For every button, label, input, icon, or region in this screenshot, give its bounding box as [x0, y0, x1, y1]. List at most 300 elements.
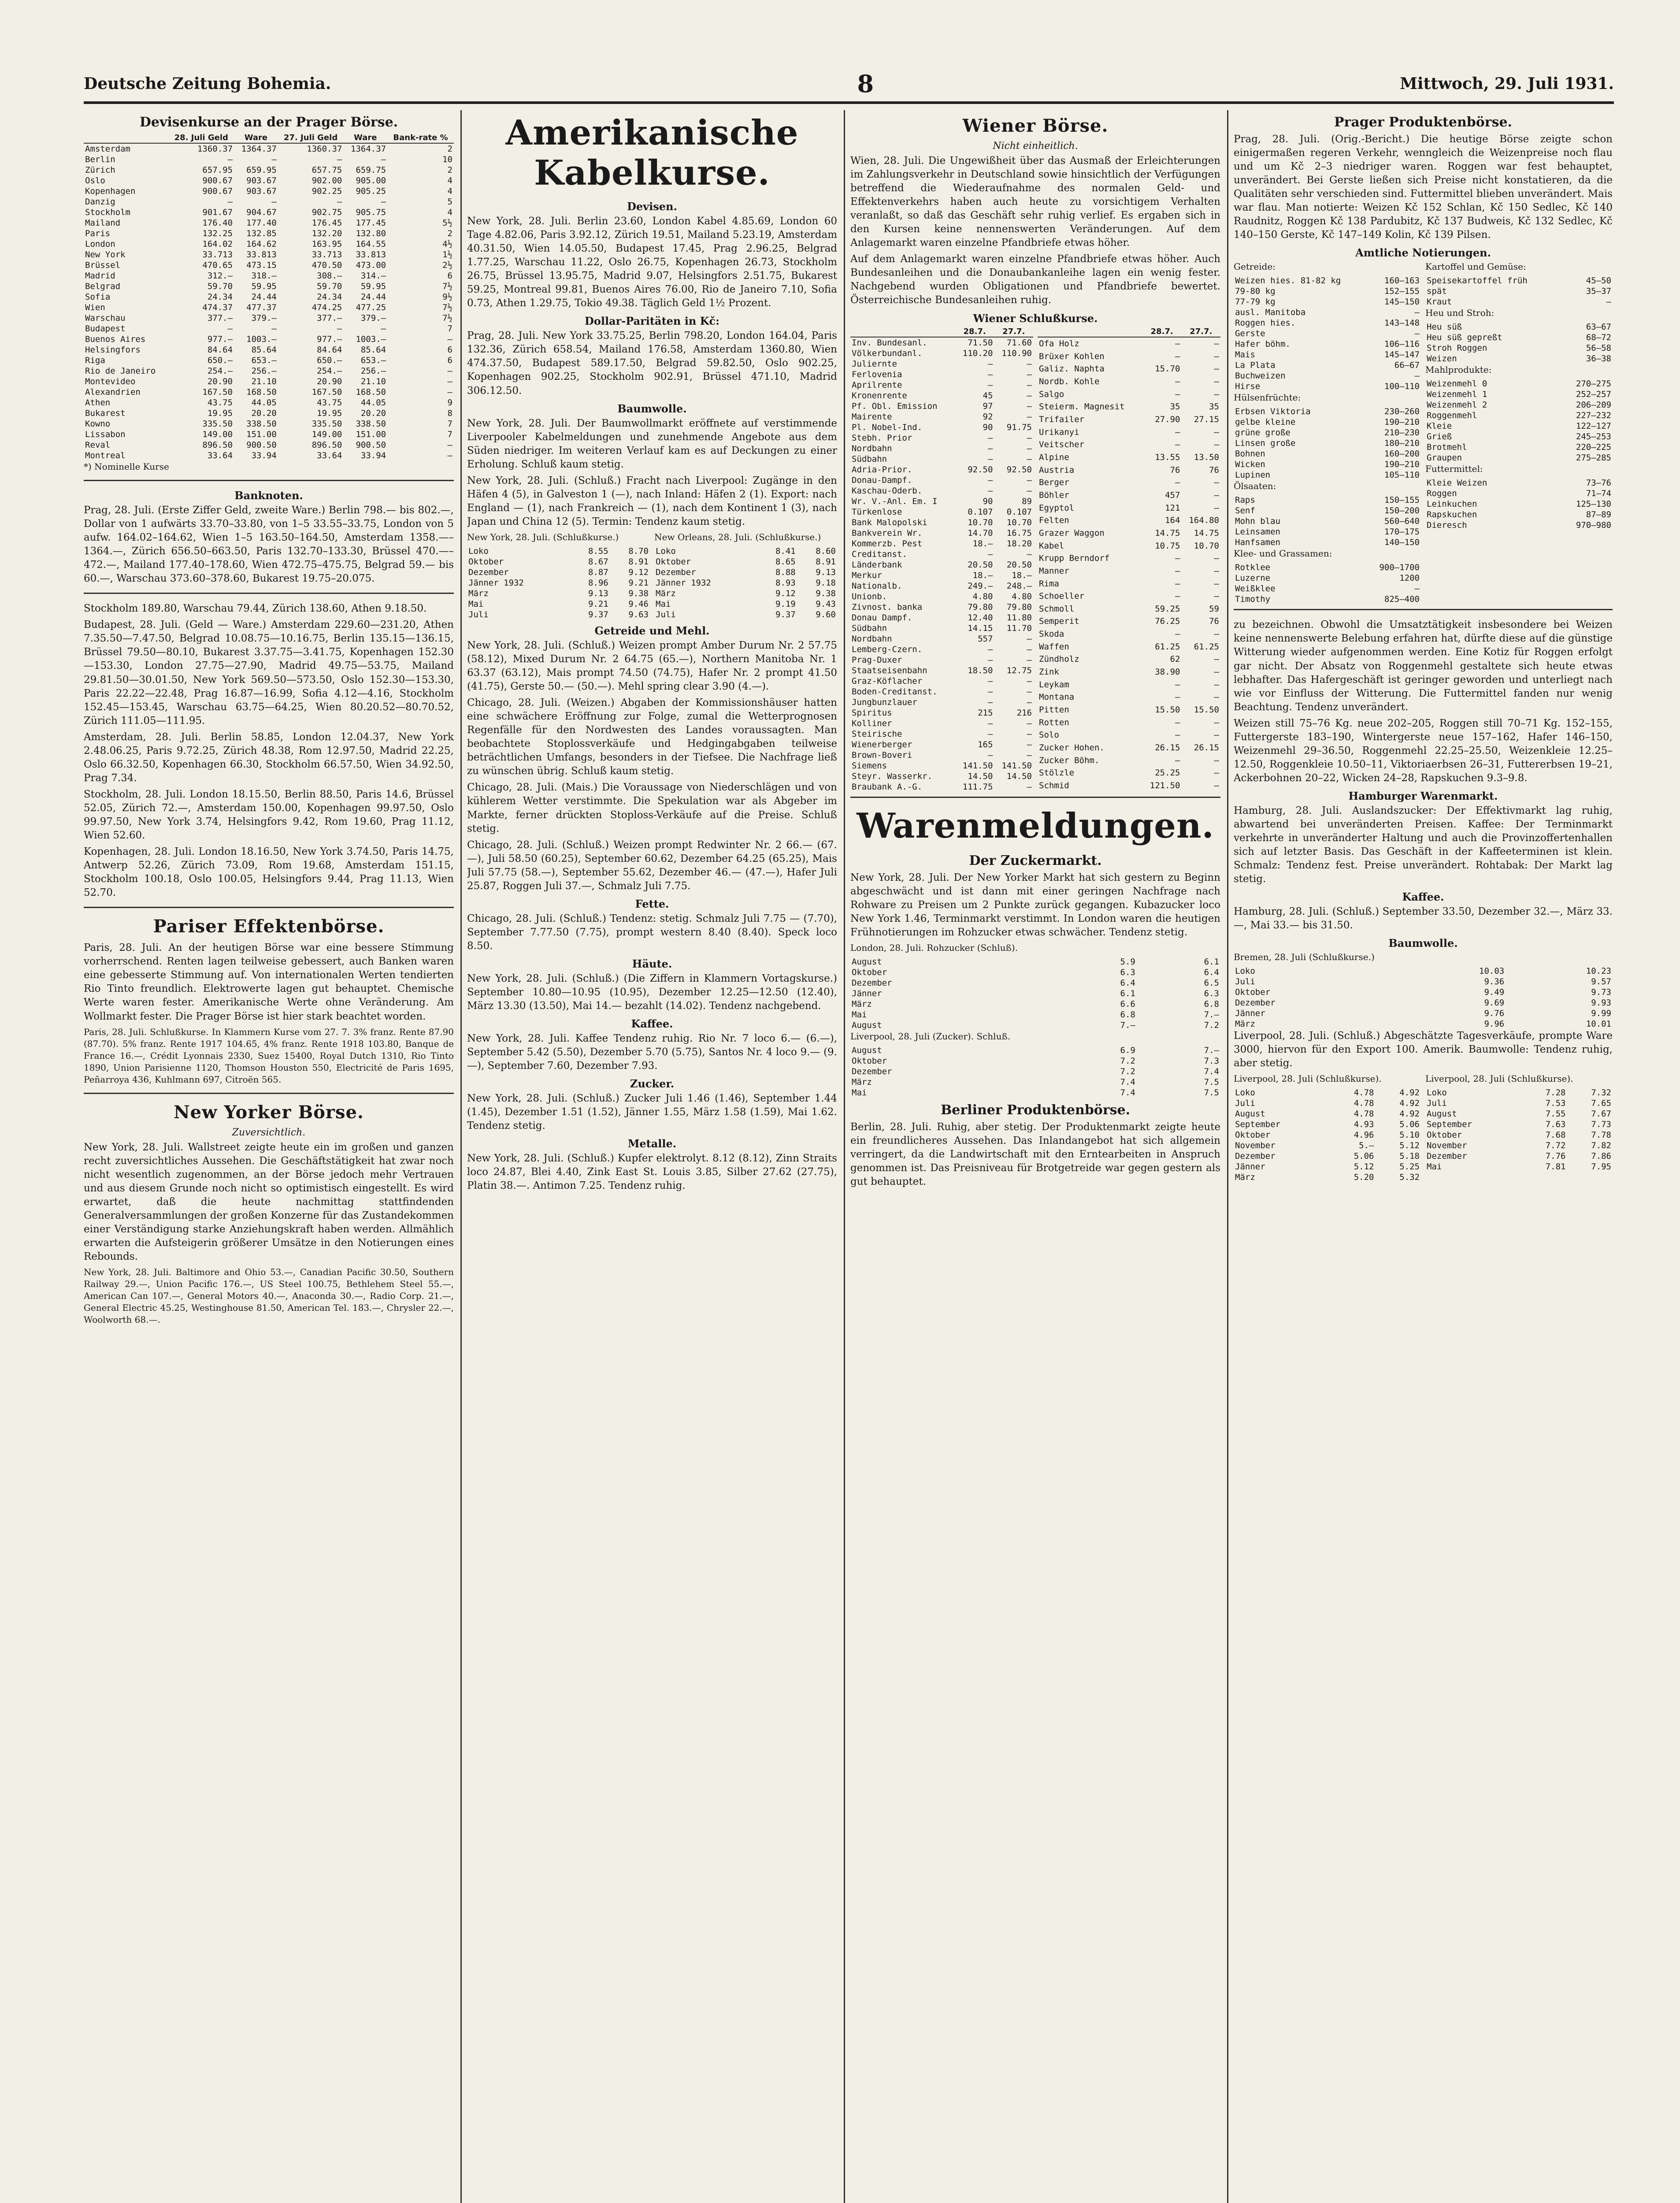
- row-value: 659.95: [246, 165, 277, 175]
- row-value: 8.91: [816, 556, 836, 567]
- row-value: 25.25: [1155, 768, 1180, 778]
- row-value: —: [1027, 443, 1032, 453]
- table-row: [467, 578, 650, 588]
- klee-head: Klee- und Grassamen:: [1234, 548, 1332, 559]
- table-row: [850, 602, 1033, 612]
- table-row: [850, 380, 1033, 390]
- row-value: 896.50: [202, 440, 233, 450]
- row-label: Oslo: [85, 176, 105, 185]
- zuckermarkt-text: New York, 28. Juli. Der New Yorker Markt hat sich gestern zu Beginn abgeschwächt und ist dann mit einer geringen Nachfrage nach Rohware zu Preisen um 2 Punkte zurück gegangen. Kubazucker loco New York 1.46, Terminmarkt verstimmt. In London waren die heutigen Frühnotierungen im Rohzucker etwas schwächer. Tendenz stetig.: [850, 872, 1220, 938]
- row-label: Brotmehl: [1427, 442, 1467, 452]
- row-value: —: [1214, 730, 1219, 740]
- table-row: [1038, 464, 1220, 476]
- table-row: [850, 464, 1033, 475]
- table-row: [1038, 653, 1220, 666]
- haeute-text: New York, 28. Juli. (Schluß.) (Die Ziffern in Klammern Vortagskurse.) September 10.80—10.95 (10.95), Dezember 12.25—12.50 (12.40), März 13.30 (13.50), Mai 14.— bezahlt (14.02). Tendenz nachgebend.: [467, 972, 837, 1012]
- table-row: [850, 581, 1033, 591]
- row-value: 33.813: [246, 250, 277, 260]
- haeute-title: Häute.: [632, 957, 672, 970]
- table-row: [1234, 1019, 1613, 1029]
- row-value: —: [987, 718, 993, 728]
- table-row: [467, 588, 650, 599]
- row-value: —: [1027, 782, 1032, 792]
- row-label: Athen: [85, 398, 111, 408]
- row-value: —: [337, 324, 342, 334]
- row-value: 87—89: [1586, 510, 1611, 520]
- row-value: —: [987, 380, 993, 390]
- row-value: 7.2: [1120, 1056, 1135, 1066]
- row-value: 43.75: [207, 398, 233, 408]
- row-value: 151.00: [356, 430, 386, 439]
- table-row: [850, 507, 1033, 517]
- zuckermarkt-title: Der Zuckermarkt.: [969, 853, 1102, 868]
- row-value: —: [447, 451, 452, 460]
- row-label: Zucker Böhm.: [1039, 755, 1100, 765]
- row-label: Gerste: [1235, 329, 1265, 339]
- table-row: [84, 302, 454, 313]
- row-value: 45—50: [1586, 276, 1611, 286]
- row-label: ausl. Manitoba: [1235, 308, 1306, 318]
- table-row: [84, 249, 454, 260]
- row-label: Helsingfors: [85, 345, 141, 355]
- table-row: [850, 697, 1033, 708]
- row-value: 7.28: [1545, 1088, 1566, 1098]
- row-value: 4: [447, 176, 452, 185]
- row-label: Jänner 1932: [468, 578, 524, 588]
- table-row: [1234, 297, 1421, 307]
- mahl-head: Mahlprodukte:: [1425, 364, 1492, 375]
- row-label: Stockholm: [85, 208, 130, 217]
- row-value: 249.—: [968, 581, 993, 591]
- row-value: 905.75: [356, 208, 386, 217]
- row-value: 1364.37: [241, 144, 277, 154]
- col4-continuation: [1234, 618, 1613, 1187]
- row-label: Weizenmehl 1: [1427, 389, 1487, 400]
- row-label: Egyptol: [1039, 503, 1075, 513]
- row-value: 7.63: [1545, 1120, 1566, 1130]
- row-value: 5.06: [1399, 1120, 1420, 1130]
- fette-text: Chicago, 28. Juli. (Schluß.) Tendenz: stetig. Schmalz Juli 7.75 — (7.70), September 7.77.50 (7.75), prompt western 8.40 (8.40). Speck loco 8.50.: [467, 912, 837, 952]
- row-value: 20.50: [968, 560, 993, 570]
- row-label: Urikanyi: [1039, 427, 1079, 437]
- row-value: 9.37: [588, 609, 608, 619]
- wiener-report-2: Auf dem Anlagemarkt waren einzelne Pfandbriefe etwas höher. Auch Bundesanleihen und die Donaubankanleihe lagen ein wenig fester. Nachgebend wurden Obligationen und Pfandbriefe bewertet. Österreichische Bundesanleihen ruhig.: [850, 253, 1220, 306]
- row-value: 110.90: [1001, 348, 1032, 358]
- row-value: 63—67: [1586, 322, 1611, 332]
- row-label: Kolliner: [852, 718, 892, 728]
- row-value: 5.9: [1120, 957, 1135, 967]
- row-value: 900—1700: [1379, 563, 1420, 573]
- row-label: Südbahn: [852, 454, 887, 464]
- row-label: März: [852, 999, 872, 1009]
- oelsaaten-table: [1234, 495, 1421, 548]
- row-value: 110.20: [962, 348, 993, 358]
- row-value: —: [1027, 549, 1032, 559]
- row-label: Dezember: [468, 567, 509, 577]
- row-value: 9.21: [628, 578, 649, 588]
- row-label: Unionb.: [852, 591, 887, 601]
- london-title: London, 28. Juli. Rohzucker (Schluß).: [850, 942, 1018, 953]
- table-row: [84, 429, 454, 440]
- row-value: 312.—: [207, 271, 233, 281]
- row-label: Wicken: [1235, 460, 1265, 470]
- row-label: Rapskuchen: [1427, 510, 1477, 520]
- row-value: 5.18: [1399, 1151, 1420, 1161]
- row-value: 33.94: [360, 451, 386, 460]
- foreign-exchanges-section: [84, 602, 454, 908]
- table-row: [84, 218, 454, 228]
- table-row: [850, 1066, 1220, 1077]
- row-value: 20.20: [251, 408, 277, 418]
- row-label: Dezember: [852, 1066, 892, 1076]
- table-row: [84, 165, 454, 175]
- row-label: Mai: [1427, 1162, 1442, 1172]
- berliner-title: Berliner Produktenbörse.: [940, 1102, 1131, 1118]
- row-value: 308.—: [317, 271, 342, 281]
- chicago-schluss-text: Chicago, 28. Juli. (Schluß.) Weizen prompt Redwinter Nr. 2 66.— (67.—), Juli 58.50 (60.25), September 60.62, Dezember 64.25 (65.25), Mais Juli 57.75 (58.—), September 55.62, Dezember 46.— (47.—), Hafer Juli 25.87, Roggen Juli 37.—, Schmalz Juli 7.75.: [467, 839, 837, 892]
- banknoten-section: [84, 489, 454, 594]
- row-label: August: [852, 957, 882, 967]
- row-label: Kleie Weizen: [1427, 478, 1487, 488]
- row-label: Schoeller: [1039, 591, 1084, 601]
- row-value: 4: [447, 208, 452, 217]
- table-row: [1038, 451, 1220, 464]
- row-label: Aprilrente: [852, 380, 902, 390]
- row-value: —: [1027, 433, 1032, 443]
- row-label: November: [1235, 1141, 1276, 1151]
- row-value: —: [1175, 478, 1180, 488]
- bremen-title: Bremen, 28. Juli (Schlußkurse.): [1234, 952, 1375, 963]
- row-value: —: [271, 155, 277, 164]
- row-label: 79-80 kg: [1235, 286, 1276, 297]
- row-value: —: [1214, 692, 1219, 702]
- row-value: —: [987, 433, 993, 443]
- row-value: 9.36: [1484, 977, 1505, 987]
- kaffee-title: Kaffee.: [631, 1017, 673, 1031]
- row-label: Spiritus: [852, 708, 892, 718]
- row-value: —: [1027, 750, 1032, 760]
- row-label: Stroh Roggen: [1427, 343, 1487, 353]
- table-row: [1038, 426, 1220, 438]
- row-value: —: [1175, 553, 1180, 564]
- row-value: 905.00: [356, 176, 386, 185]
- table-row: [1038, 640, 1220, 653]
- row-value: 8.60: [816, 546, 836, 556]
- row-value: —: [1214, 566, 1219, 576]
- newyork-quotes: New York, 28. Juli. Baltimore and Ohio 53.—, Canadian Pacific 30.50, Southern Railway 29.—, Union Pacific 176.—, US Steel 100.75, Bethlehem Steel 55.—, American Can 107.—, General Motors 40.—, Anaconda 30.—, Radio Corp. 21.—, General Electric 45.25, Westinghouse 81.50, American Tel. 183.—, Chrysler 22.—, Woolworth 68.—.: [84, 1266, 454, 1325]
- row-label: Jungbunzlauer: [852, 697, 917, 707]
- row-value: 89: [1022, 496, 1032, 506]
- row-label: Leinkuchen: [1427, 499, 1477, 509]
- table-row: [1038, 565, 1220, 578]
- table-row: [1234, 976, 1613, 987]
- row-label: Stebh. Prior: [852, 433, 912, 443]
- row-value: —: [1214, 591, 1219, 601]
- row-value: 8.41: [775, 546, 796, 556]
- row-value: 44.05: [251, 398, 277, 408]
- row-value: 7.82: [1591, 1141, 1611, 1151]
- wiener-table-left: [850, 326, 1033, 792]
- row-value: 43.75: [317, 398, 342, 408]
- table-row: [850, 1045, 1220, 1056]
- row-label: Brown-Boveri: [852, 750, 912, 760]
- table-row: [1234, 966, 1613, 976]
- row-value: 7.86: [1591, 1151, 1611, 1161]
- table-row: [1234, 527, 1421, 537]
- row-label: Rima: [1039, 579, 1059, 589]
- row-value: 9.13: [588, 588, 608, 598]
- row-value: 210—230: [1384, 428, 1420, 438]
- table-row: [84, 154, 454, 165]
- row-value: —: [1027, 729, 1032, 739]
- row-value: —: [337, 155, 342, 164]
- row-value: —: [227, 155, 233, 164]
- huelsen-head: Hülsenfrüchte:: [1234, 392, 1301, 403]
- row-value: —: [1175, 679, 1180, 690]
- row-value: 7.4: [1204, 1066, 1219, 1076]
- row-value: 7½: [442, 313, 452, 323]
- row-label: Loko: [1427, 1088, 1447, 1098]
- row-value: 256.—: [360, 366, 386, 376]
- row-value: —: [987, 655, 993, 665]
- row-value: 9.57: [1591, 977, 1611, 987]
- row-label: September: [1235, 1120, 1280, 1130]
- row-label: Schmoll: [1039, 604, 1075, 614]
- table-row: [850, 337, 1033, 348]
- heu-head: Heu und Stroh:: [1425, 308, 1495, 319]
- row-value: 90: [983, 422, 993, 432]
- row-label: Dezember: [1427, 1151, 1467, 1161]
- row-label: Nordbahn: [852, 443, 892, 453]
- row-value: 8.88: [775, 567, 796, 577]
- newyork-report: New York, 28. Juli. Wallstreet zeigte heute ein im großen und ganzen recht zuversichtliches Aussehen. Die Geschäftstätigkeit hat zwar noch nicht wesentlich zugenommen, an der Börse jedoch mehr Vertrauen und aus diesem Grunde noch nicht so optimistisch eingestellt. Es wird erwartet, daß die heute nachmittag stattfindenden Generalversammlungen der großen Konzerne für das Zustandekommen einer Verständigung starke Anziehungskraft haben werden. Allmählich erwarten die Aufsteigerin größerer Umsätze in den Notierungen eines Rebounds.: [84, 1141, 454, 1262]
- table-row: [1234, 339, 1421, 349]
- row-label: Belgrad: [85, 282, 121, 291]
- page-header: [84, 66, 1614, 104]
- row-label: Prag-Duxer: [852, 655, 902, 665]
- row-value: —: [227, 324, 233, 334]
- row-value: 5.12: [1399, 1141, 1420, 1151]
- kabel-devisen-title: Devisen.: [627, 200, 677, 213]
- row-value: 26.15: [1194, 743, 1219, 753]
- row-value: 14.75: [1194, 528, 1219, 538]
- row-value: 164: [1165, 516, 1180, 526]
- row-value: 318.—: [251, 271, 277, 281]
- row-value: —: [987, 676, 993, 686]
- row-label: Kronenrente: [852, 390, 907, 401]
- table-row: [84, 345, 454, 355]
- row-label: Oktober: [656, 556, 691, 567]
- col4-main-text: zu bezeichnen. Obwohl die Umsatztätigkeit insbesondere bei Weizen keine nennenswerte Belebung erfahren hat, dürfte diese auf die günstige Witterung wieder aufgenommen werden. Eine Kotiz für Roggen erfolgt gar nicht. Der Absatz von Roggenmehl gestaltete sich heute etwas lebhafter. Das Hafergeschäft ist geringer geworden und unterliegt nach wie vor Einfluss der Witterung. Die Futtermittel fanden nur wenig Beachtung. Tendenz unverändert.: [1234, 619, 1613, 713]
- row-value: 379.—: [251, 313, 277, 323]
- row-label: Juli: [1235, 977, 1255, 987]
- row-value: —: [1214, 654, 1219, 664]
- row-label: Weizen hies. 81-82 kg: [1235, 276, 1341, 286]
- table-row: [1038, 401, 1220, 413]
- row-value: 33.64: [207, 451, 233, 460]
- row-value: —: [1175, 755, 1180, 765]
- row-value: 180—210: [1384, 438, 1420, 449]
- row-value: 14.75: [1155, 528, 1180, 538]
- table-row: [850, 967, 1220, 978]
- row-value: —: [1214, 755, 1219, 765]
- table-row: [1425, 1098, 1613, 1109]
- row-value: 160—163: [1384, 276, 1420, 286]
- huelsen-table: [1234, 406, 1421, 480]
- table-row: [1038, 742, 1220, 754]
- row-value: 132.25: [202, 229, 233, 238]
- row-value: 44.05: [360, 398, 386, 408]
- row-value: 59.25: [1155, 604, 1180, 614]
- prager-produkten-text: Prag, 28. Juli. (Orig.-Bericht.) Die heutige Börse zeigte schon einigermaßen regeren Verkehr, wenngleich die Weizenpreise noch flau und um Kč 2–3 niedriger waren. Roggen war fest behauptet, unverändert. Bei Gerste ließen sich Preise nicht konstatieren, da die Qualitäten sehr verschieden sind. Futtermittel blieben unverändert. Mais war flau. Man notierte: Weizen Kč 152 Schlan, Kč 150 Sedlec, Kč 140 Raudnitz, Roggen Kč 138 Pardubitz, Kč 137 Budweis, Kč 132 Sedlec, Kč 140–150 Gerste, Kč 147–149 Kolin, Kč 139 Pilsen.: [1234, 134, 1613, 241]
- row-label: Mai: [468, 599, 484, 609]
- row-value: 9.96: [1484, 1019, 1505, 1029]
- budapest-quotes: Budapest, 28. Juli. (Geld — Ware.) Amsterdam 229.60—231.20, Athen 7.35.50—7.47.50, Belgrad 10.08.75—10.16.75, Berlin 135.15—136.15, Brüssel 79.50—80.10, Bukarest 3.37.75—3.41.75, Kopenhagen 152.30—153.30, London 27.75—27.90, Madrid 49.75—53.75, Mailand 29.81.50—30.01.50, New York 569.50—573.50, Oslo 152.30—153.30, Paris 22.22—22.48, Prag 16.87—16.99, Sofia 4.12—4.16, Stockholm 152.45—153.45, Warschau 63.75—64.25, Wien 80.20.52—80.70.52, Zürich 111.05—111.95.: [84, 619, 454, 727]
- row-value: 4.78: [1354, 1098, 1374, 1109]
- row-value: 121: [1165, 503, 1180, 513]
- table-row: [1038, 754, 1220, 767]
- row-label: Kabel: [1039, 541, 1064, 551]
- row-label: Wr. V.-Anl. Em. I: [852, 496, 938, 506]
- row-value: 7.65: [1591, 1098, 1611, 1109]
- row-value: 314.—: [360, 271, 386, 281]
- row-value: 473.15: [246, 260, 277, 270]
- row-value: 5.32: [1399, 1172, 1420, 1183]
- row-value: —: [1214, 629, 1219, 639]
- row-value: —: [1175, 389, 1180, 399]
- table-row: [1425, 431, 1613, 442]
- table-row: [850, 1020, 1220, 1031]
- row-label: Weizen: [1427, 354, 1457, 364]
- row-label: Skoda: [1039, 629, 1064, 639]
- row-label: Südbahn: [852, 623, 887, 633]
- table-row: [850, 517, 1033, 528]
- table-row: [1425, 509, 1613, 520]
- row-value: 14.15: [968, 623, 993, 633]
- row-label: Zündholz: [1039, 654, 1079, 664]
- row-value: 206—209: [1576, 400, 1611, 410]
- table-row: [1038, 729, 1220, 742]
- devisen-table: [84, 133, 454, 461]
- row-value: 9.38: [816, 588, 836, 598]
- row-label: Buchweizen: [1235, 371, 1286, 381]
- row-value: 9.69: [1484, 998, 1505, 1008]
- row-value: 474.25: [312, 303, 342, 312]
- column-2: [467, 110, 837, 2203]
- row-label: Lupinen: [1235, 470, 1271, 480]
- row-value: 825—400: [1384, 594, 1420, 605]
- row-label: grüne große: [1235, 428, 1291, 438]
- row-value: 160—200: [1384, 449, 1420, 459]
- banknoten-title: Banknoten.: [234, 489, 303, 502]
- table-row: [1425, 520, 1613, 530]
- table-row: [1038, 666, 1220, 679]
- row-value: —: [987, 686, 993, 697]
- table-row: [84, 397, 454, 408]
- row-value: 4.93: [1354, 1120, 1374, 1130]
- stockholm2-quotes: Stockholm, 28. Juli. London 18.15.50, Berlin 88.50, Paris 14.6, Brüssel 52.05, Zürich 72.—, Amsterdam 150.00, Kopenhagen 99.97.50, Oslo 99.97.50, New York 3.74, Helsingfors 9.42, Rom 19.60, Prag 11.12, Wien 52.60.: [84, 788, 454, 842]
- row-value: —: [381, 155, 386, 164]
- kabelkurse-title: Amerikanische Kabelkurse.: [505, 113, 799, 193]
- row-value: 9½: [442, 292, 452, 302]
- row-value: 7.4: [1120, 1087, 1135, 1098]
- table-row: [1234, 470, 1421, 480]
- berliner-text: Berlin, 28. Juli. Ruhig, aber stetig. Der Produktenmarkt zeigte heute ein freundlicheres Aussehen. Das Inlandangebot hat sich allgemein verringert, da die Landwirtschaft mit den Erntearbeiten in Anspruch genommen ist. Das Preisniveau für Brotgetreide war gegen gestern als gut behauptet.: [850, 1121, 1220, 1187]
- row-label: Alexandrien: [85, 387, 141, 397]
- chicago-mais-text: Chicago, 28. Juli. (Mais.) Die Voraussage von Niederschlägen und von kühlerem Wetter verstimmte. Die Spekulation war als Abgeber im Markte, ferner drückten Stoploss-Verkäufe auf die Preise. Schluß stetig.: [467, 782, 837, 834]
- table-row: [84, 408, 454, 419]
- row-value: 10.70: [1194, 541, 1219, 551]
- row-value: 71.60: [1006, 337, 1032, 348]
- row-label: Inv. Bundesanl.: [852, 337, 927, 348]
- ny-cotton-title: New York, 28. Juli. (Schlußkurse.): [467, 531, 619, 542]
- row-value: —: [1027, 401, 1032, 411]
- row-value: —: [447, 334, 452, 344]
- row-value: 7.68: [1545, 1130, 1566, 1140]
- col4-baumwolle-title: Baumwolle.: [1388, 937, 1458, 950]
- row-value: 9.99: [1591, 1009, 1611, 1019]
- column-divider: [460, 110, 462, 2203]
- table-row: [850, 760, 1033, 771]
- row-value: 33.713: [312, 250, 342, 260]
- table-row: [1038, 388, 1220, 401]
- table-row: [850, 999, 1220, 1009]
- row-value: 19.95: [207, 408, 233, 418]
- table-row: [84, 366, 454, 376]
- row-value: 653.—: [360, 356, 386, 365]
- row-value: 970—980: [1576, 520, 1611, 530]
- row-value: —: [381, 324, 386, 334]
- table-row: [1234, 1109, 1421, 1119]
- row-label: Warschau: [85, 313, 126, 323]
- row-value: 9.13: [816, 567, 836, 577]
- row-label: Brüxer Kohlen: [1039, 351, 1105, 361]
- table-row: [1234, 381, 1421, 392]
- amtlich-title: Amtliche Notierungen.: [1355, 246, 1491, 260]
- devisen-section: [84, 115, 454, 481]
- table-row: [654, 578, 837, 588]
- column-header: Ware: [234, 133, 278, 143]
- row-value: 7.73: [1591, 1120, 1611, 1130]
- row-value: 4½: [442, 239, 452, 249]
- row-label: Kommerzb. Pest: [852, 538, 923, 549]
- table-row: [654, 599, 837, 609]
- row-label: Oktober: [468, 556, 504, 567]
- row-value: 9.18: [816, 578, 836, 588]
- table-row: [850, 655, 1033, 665]
- row-value: 76: [1170, 465, 1180, 475]
- row-value: 14.50: [1006, 771, 1032, 781]
- row-value: —: [1027, 390, 1032, 401]
- table-row: [84, 419, 454, 429]
- zucker-text: New York, 28. Juli. (Schluß.) Zucker Juli 1.46 (1.46), September 1.44 (1.45), Dezember 1.51 (1.52), Jänner 1.55, März 1.58 (1.59), Mai 1.62. Tendenz stetig.: [467, 1093, 837, 1132]
- row-label: Adria-Prior.: [852, 464, 912, 475]
- row-value: 8.67: [588, 556, 608, 567]
- row-value: 33.64: [317, 451, 342, 460]
- row-label: Reval: [85, 440, 111, 450]
- row-value: 7.67: [1591, 1109, 1611, 1119]
- row-value: 7.32: [1591, 1088, 1611, 1098]
- row-value: 149.00: [312, 430, 342, 439]
- row-value: 9.21: [588, 599, 608, 609]
- row-value: —: [337, 197, 342, 207]
- row-value: 902.25: [312, 186, 342, 196]
- row-label: Berlin: [85, 155, 115, 164]
- row-value: 73—76: [1586, 478, 1611, 488]
- row-value: —: [1414, 584, 1420, 594]
- table-row: [1038, 539, 1220, 552]
- row-label: Paris: [85, 229, 111, 238]
